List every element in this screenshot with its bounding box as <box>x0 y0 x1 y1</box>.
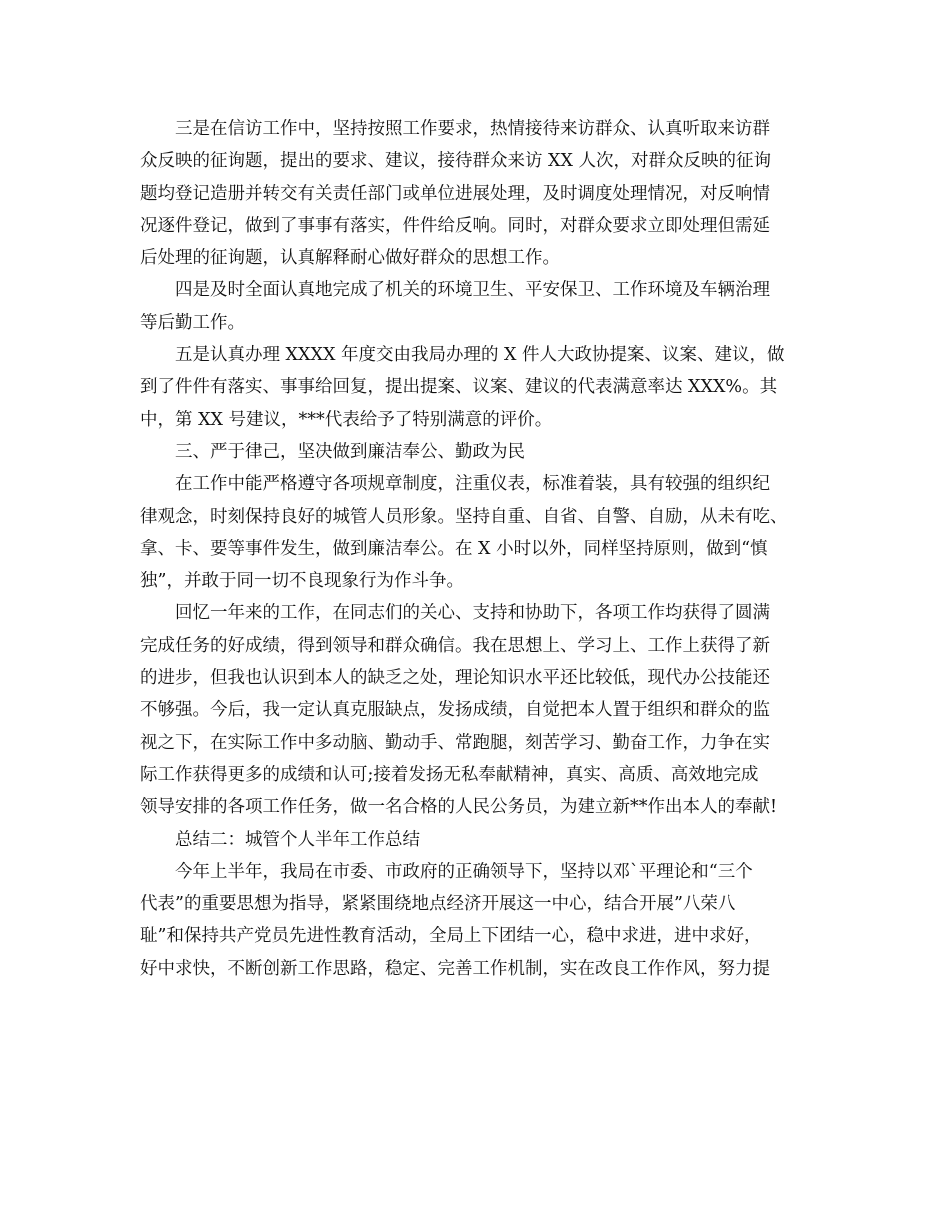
text-line: 三是在信访工作中，坚持按照工作要求，热情接待来访群众、认真听取来访群 <box>175 119 770 139</box>
document-body <box>140 113 820 985</box>
text-line: 中，第 XX 号建议，***代表给予了特别满意的评价。 <box>140 409 553 430</box>
text-line: 况逐件登记，做到了事事有落实，件件给反响。同时，对群众要求立即处理但需延 <box>140 215 770 236</box>
text-line: 到了件件有落实、事事给回复，提出提案、议案、建议的代表满意率达 XXX%。其 <box>140 377 778 398</box>
text-line: 律观念，时刻保持良好的城管人员形象。坚持自重、自省、自警、自励，从未有吃、 <box>140 506 788 527</box>
text-line: 领导安排的各项工作任务，做一名合格的人民公务员，为建立新**作出本人的奉献! <box>140 797 778 818</box>
text-line: 代表”的重要思想为指导，紧紧围绕地点经济开展这一中心，结合开展”八荣八 <box>140 894 736 915</box>
text-line: 耻”和保持共产党员先进性教育活动，全局上下团结一心，稳中求进，进中求好， <box>140 926 762 947</box>
text-line: 回忆一年来的工作，在同志们的关心、支持和协助下，各项工作均获得了圆满 <box>175 603 770 624</box>
text-line: 际工作获得更多的成绩和认可;接着发扬无私奉献精神，真实、高质、高效地完成 <box>140 764 759 785</box>
text-line: 等后勤工作。 <box>140 312 245 333</box>
text-line: 的进步，但我也认识到本人的缺乏之处，理论知识水平还比较低，现代办公技能还 <box>140 668 770 689</box>
text-line: 不够强。今后，我一定认真克服缺点，发扬成绩，自觉把本人置于组织和群众的监 <box>140 700 770 721</box>
text-line: 五是认真办理 XXXX 年度交由我局办理的 X 件人大政协提案、议案、建议，做 <box>175 345 785 366</box>
text-line: 独”，并敢于同一切不良现象行为作斗争。 <box>140 571 464 592</box>
text-line: 众反映的征询题，提出的要求、建议，接待群众来访 XX 人次，对群众反映的征询 <box>140 151 772 172</box>
text-line: 视之下，在实际工作中多动脑、勤动手、常跑腿，刻苦学习、勤奋工作，力争在实 <box>140 732 770 753</box>
text-line: 四是及时全面认真地完成了机关的环境卫生、平安保卫、工作环境及车辆治理 <box>175 280 770 301</box>
section-heading: 三、严于律己，坚决做到廉洁奉公、勤政为民 <box>175 441 525 462</box>
text-line: 完成任务的好成绩，得到领导和群众确信。我在思想上、学习上、工作上获得了新 <box>140 635 770 656</box>
text-line: 好中求快，不断创新工作思路，稳定、完善工作机制，实在改良工作作风，努力提 <box>140 958 770 979</box>
text-line: 拿、卡、要等事件发生，做到廉洁奉公。在 X 小时以外，同样坚持原则，做到“慎 <box>140 538 768 559</box>
text-line: 今年上半年，我局在市委、市政府的正确领导下，坚持以邓`平理论和“三个 <box>175 861 753 882</box>
text-line: 后处理的征询题，认真解释耐心做好群众的思想工作。 <box>140 248 560 269</box>
section-heading: 总结二：城管个人半年工作总结 <box>175 829 420 850</box>
text-line: 在工作中能严格遵守各项规章制度，注重仪表，标准着装，具有较强的组织纪 <box>175 474 770 495</box>
text-line: 题均登记造册并转交有关责任部门或单位进展处理，及时调度处理情况，对反响情 <box>140 183 770 204</box>
